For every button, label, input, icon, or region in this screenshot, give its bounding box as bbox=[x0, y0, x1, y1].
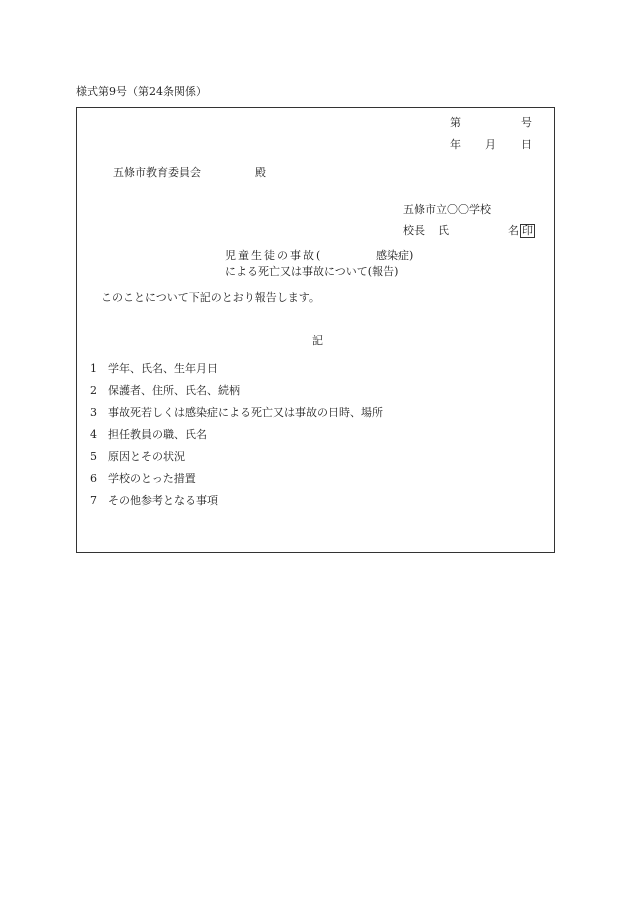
list-item: 4 担任教員の職、氏名 bbox=[90, 428, 207, 441]
header-hi: 日 bbox=[521, 138, 532, 151]
list-item: 5 原因とその状況 bbox=[90, 450, 185, 463]
seal-mark: 印 bbox=[522, 224, 533, 237]
list-item: 3 事故死若しくは感染症による死亡又は事故の日時、場所 bbox=[90, 406, 383, 419]
sender-title: 校長 bbox=[403, 224, 425, 237]
sender-mei: 名 bbox=[508, 224, 519, 237]
ki-heading: 記 bbox=[312, 334, 323, 347]
sender-school: 五條市立〇〇学校 bbox=[403, 203, 491, 216]
list-item: 1 学年、氏名、生年月日 bbox=[90, 362, 218, 375]
sender-mei-seal bbox=[508, 224, 535, 238]
list-item: 2 保護者、住所、氏名、続柄 bbox=[90, 384, 240, 397]
list-item: 6 学校のとった措置 bbox=[90, 472, 196, 485]
sender-shi: 氏 bbox=[438, 224, 449, 237]
addressee-honorific: 殿 bbox=[255, 166, 266, 179]
body-text: このことについて下記のとおり報告します。 bbox=[101, 291, 320, 304]
subject-line2: による死亡又は事故について(報告) bbox=[225, 265, 399, 278]
form-label: 様式第9号（第24条関係） bbox=[76, 85, 207, 98]
header-go: 号 bbox=[521, 116, 532, 129]
subject-line1-b: 感染症) bbox=[376, 249, 414, 262]
addressee-name: 五條市教育委員会 bbox=[113, 166, 201, 179]
subject-line1-a: 児童生徒の事故( bbox=[225, 249, 323, 262]
header-nen: 年 bbox=[450, 138, 461, 151]
header-tsuki: 月 bbox=[485, 138, 496, 151]
header-dai: 第 bbox=[450, 116, 461, 129]
list-item: 7 その他参考となる事項 bbox=[90, 494, 218, 507]
